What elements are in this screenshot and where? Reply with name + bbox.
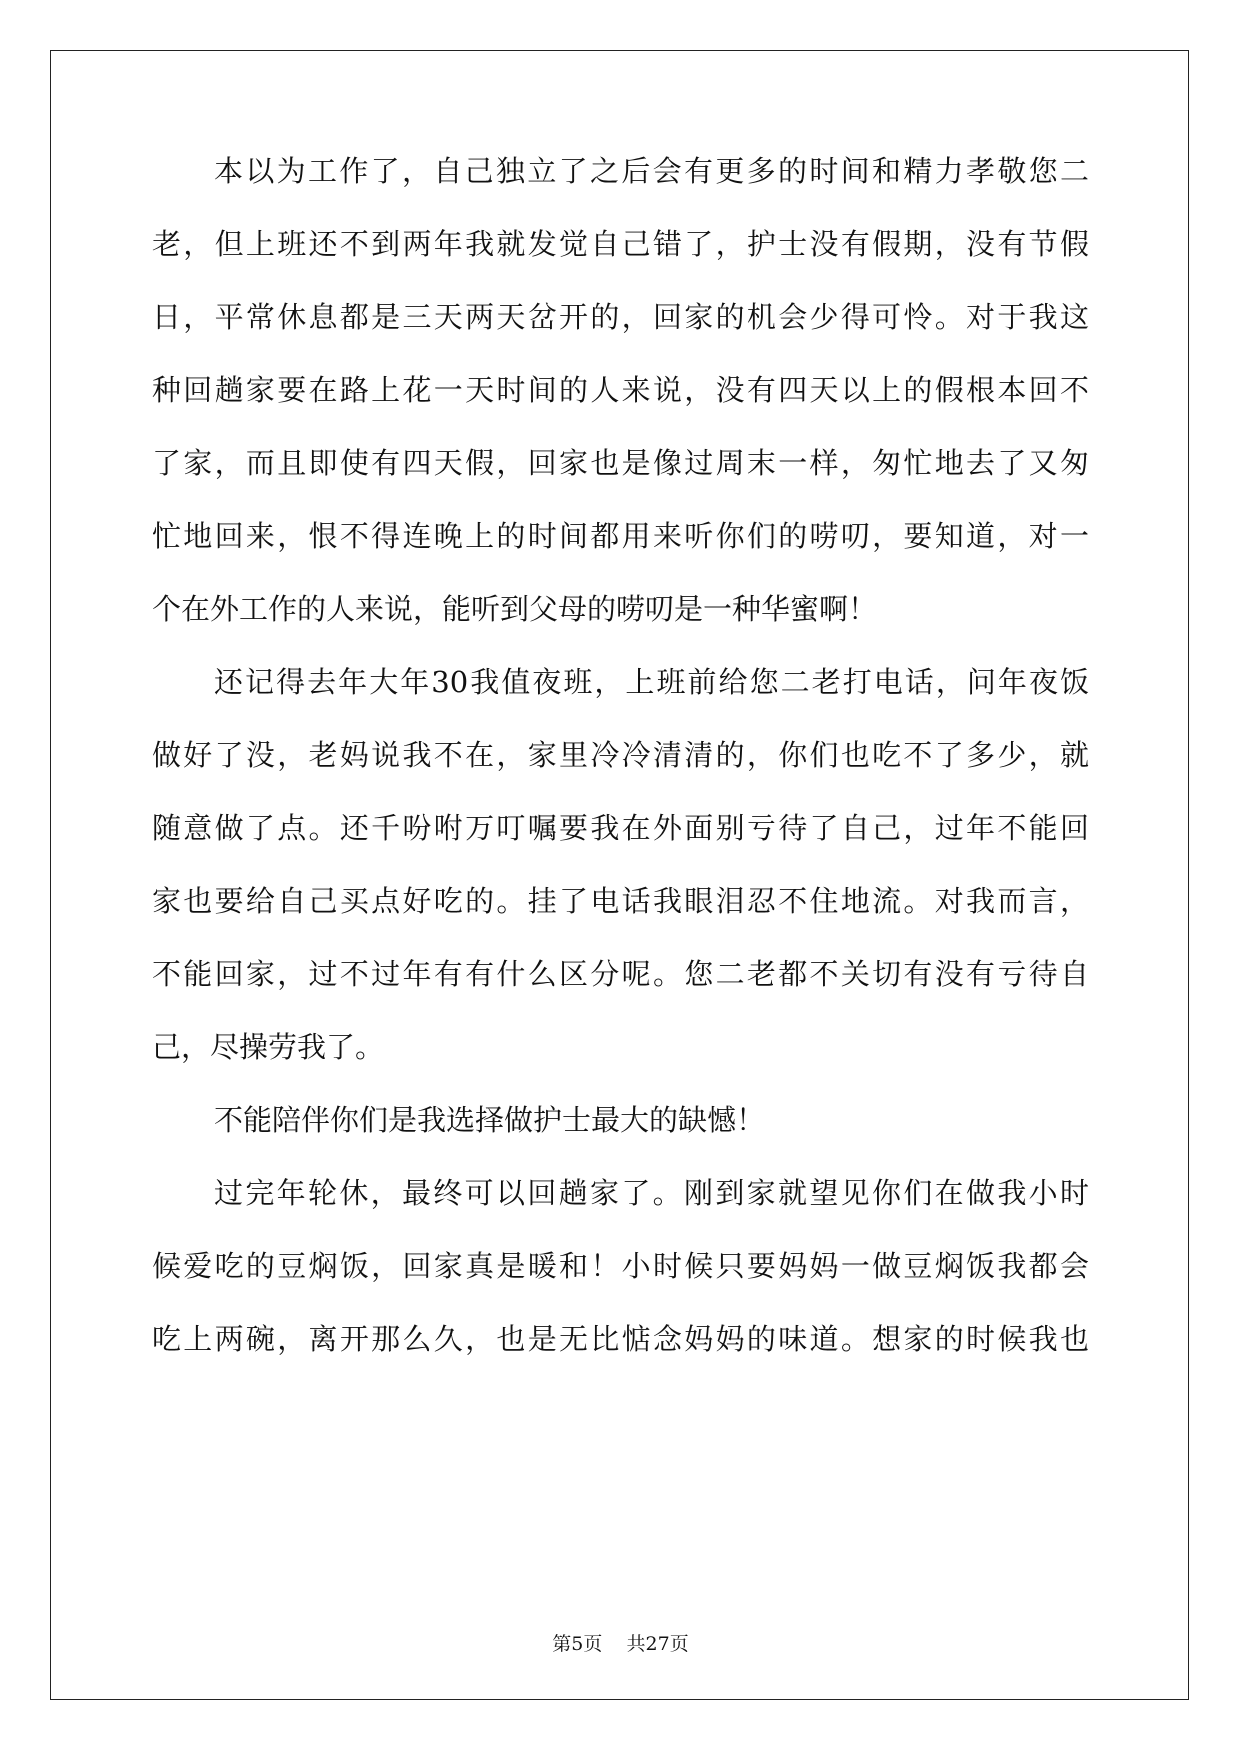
paragraph-2-line-5: 不能回家，过不过年有有什么区分呢。您二老都不关切有没有亏待自 [152, 957, 1089, 991]
paragraph-1-line-5: 了家，而且即使有四天假，回家也是像过周末一样，匆忙地去了又匆 [152, 446, 1089, 480]
paragraph-1-line-7: 个在外工作的人来说，能听到父母的唠叨是一种华蜜啊！ [152, 592, 878, 626]
total-pages: 共27页 [626, 1633, 689, 1655]
paragraph-1-line-6: 忙地回来，恨不得连晚上的时间都用来听你们的唠叨，要知道，对一 [152, 519, 1089, 553]
paragraph-1-line-2: 老，但上班还不到两年我就发觉自己错了，护士没有假期，没有节假 [152, 227, 1089, 261]
paragraph-2-line-3: 随意做了点。还千吩咐万叮嘱要我在外面别亏待了自己，过年不能回 [152, 811, 1089, 845]
paragraph-2-line-4: 家也要给自己买点好吃的。挂了电话我眼泪忍不住地流。对我而言， [152, 884, 1089, 918]
paragraph-1-line-4: 种回趟家要在路上花一天时间的人来说，没有四天以上的假根本回不 [152, 373, 1089, 407]
paragraph-4-line-1: 过完年轮休，最终可以回趟家了。刚到家就望见你们在做我小时 [214, 1176, 1089, 1210]
paragraph-3-line-1: 不能陪伴你们是我选择做护士最大的缺憾！ [214, 1103, 766, 1137]
paragraph-1-line-1: 本以为工作了，自己独立了之后会有更多的时间和精力孝敬您二 [214, 154, 1089, 188]
paragraph-2-line-6: 己，尽操劳我了。 [152, 1030, 385, 1064]
paragraph-4-line-2: 候爱吃的豆焖饭，回家真是暖和！小时候只要妈妈一做豆焖饭我都会 [152, 1249, 1089, 1283]
page-footer [0, 1629, 1241, 1656]
paragraph-1-line-3: 日，平常休息都是三天两天岔开的，回家的机会少得可怜。对于我这 [152, 300, 1089, 334]
page-number: 第5页 [552, 1633, 603, 1655]
paragraph-4-line-3: 吃上两碗，离开那么久，也是无比惦念妈妈的味道。想家的时候我也 [152, 1322, 1089, 1356]
paragraph-2-line-2: 做好了没，老妈说我不在，家里冷冷清清的，你们也吃不了多少，就 [152, 738, 1089, 772]
paragraph-2-line-1: 还记得去年大年30我值夜班，上班前给您二老打电话，问年夜饭 [214, 665, 1089, 699]
